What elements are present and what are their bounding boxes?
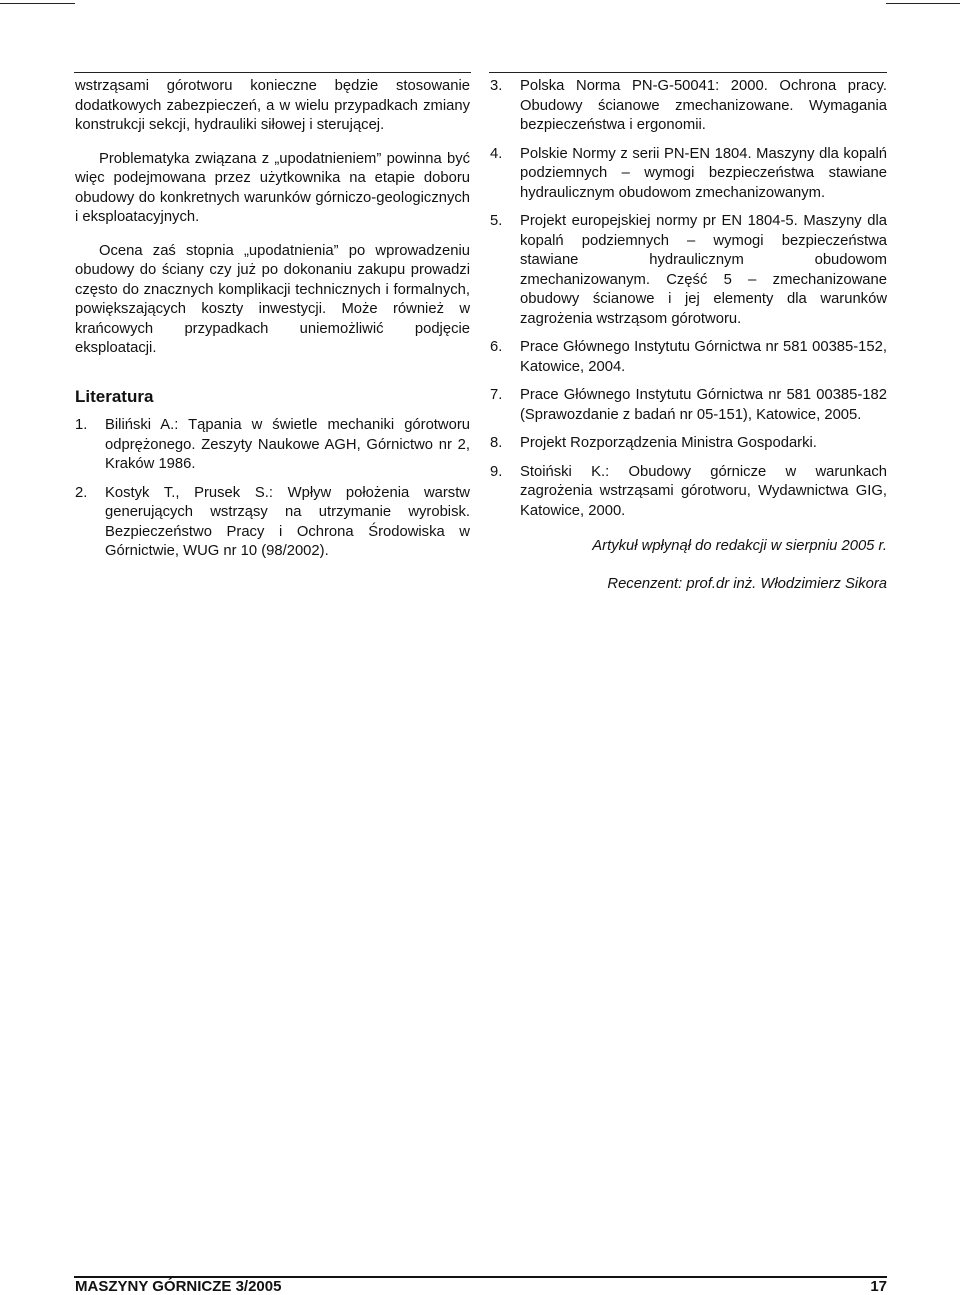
right-column — [490, 77, 887, 594]
reference-number: 1. — [75, 417, 88, 433]
reference-item — [490, 434, 887, 454]
reference-text: Biliński A.: Tąpania w świetle mechaniki górotworu odprężonego. Zeszyty Naukowe AGH, Górnictwo nr 2, Kraków 1986. — [105, 417, 470, 472]
reference-number: 7. — [490, 387, 503, 403]
paragraph-ocena: Ocena zaś stopnia „upodatnienia” po wprowadzeniu obudowy do ściany czy już po dokonaniu zakupu prowadzi często do znacznych komplikacji technicznych i formalnych, powiększających koszty inwestycji. Może również w krańcowych przypadkach uniemożliwić podjęcie eksploatacji. — [75, 242, 470, 356]
reference-number: 5. — [490, 213, 503, 229]
reference-item — [75, 484, 470, 562]
reference-item — [490, 338, 887, 377]
reference-number: 3. — [490, 78, 503, 94]
reference-text: Projekt europejskiej normy pr EN 1804-5. Maszyny dla kopalń podziemnych – wymogi bezpieczeństwa stawiane hydraulicznym obudowom zmechanizowanym. Część 5 – zmechanizowane obudowy ścianowe i jej elementy dla warunków zagrożenia wstrząsom górotworu. — [520, 213, 887, 327]
reference-text: Prace Głównego Instytutu Górnictwa nr 581 00385-182 (Sprawozdanie z badań nr 05-151), Katowice, 2005. — [520, 387, 887, 423]
reference-item — [490, 463, 887, 522]
paragraph-problematyka: Problematyka związana z „upodatnieniem” powinna być więc podejmowana przez użytkownika na etapie doboru obudowy do konkretnych warunków górniczo-geologicznych i eksploatacyjnych. — [75, 150, 470, 225]
reference-number: 8. — [490, 435, 503, 451]
reference-text: Polska Norma PN-G-50041: 2000. Ochrona pracy. Obudowy ścianowe zmechanizowane. Wymagania bezpieczeństwa i ergonomii. — [520, 78, 887, 133]
left-column — [75, 77, 470, 571]
reference-text: Projekt Rozporządzenia Ministra Gospodarki. — [520, 435, 817, 451]
reference-text: Polskie Normy z serii PN-EN 1804. Maszyny dla kopalń podziemnych – wymogi bezpieczeństwa stawiane hydraulicznym obudowom zmechanizowanym. — [520, 145, 887, 201]
reference-item — [490, 212, 887, 329]
reference-item — [490, 386, 887, 425]
reference-item — [75, 416, 470, 475]
reference-number: 2. — [75, 484, 88, 501]
left-column-top-rule — [74, 72, 471, 73]
received-note: Artykuł wpłynął do redakcji w sierpniu 2005 r. — [592, 538, 887, 554]
reference-text: Stoiński K.: Obudowy górnicze w warunkach zagrożenia wstrząsami górotworu, Wydawnictwa GIG, Katowice, 2000. — [520, 463, 887, 519]
reviewer-note: Recenzent: prof.dr inż. Włodzimierz Sikora — [607, 575, 887, 592]
crop-mark-left — [0, 3, 75, 4]
footer-page-number: 17 — [870, 1278, 887, 1295]
reference-item — [490, 77, 887, 136]
reference-text: Kostyk T., Prusek S.: Wpływ położenia warstw generujących wstrząsy na utrzymanie wyrobisk. Bezpieczeństwo Pracy i Ochrona Środowiska w Górnictwie, WUG nr 10 (98/2002). — [105, 484, 470, 559]
reference-number: 6. — [490, 339, 503, 355]
paragraph-continuation: wstrząsami górotworu konieczne będzie stosowanie dodatkowych zabezpieczeń, a w wielu przypadkach zmiany konstrukcji sekcji, hydrauliki siłowej i sterującej. — [75, 78, 470, 133]
reference-number: 9. — [490, 463, 503, 480]
reference-item — [490, 145, 887, 204]
reference-text: Prace Głównego Instytutu Górnictwa nr 581 00385-152, Katowice, 2004. — [520, 339, 887, 375]
literature-heading: Literatura — [75, 386, 154, 406]
crop-mark-right — [886, 3, 960, 4]
footer-journal-title: MASZYNY GÓRNICZE 3/2005 — [75, 1278, 282, 1295]
right-column-top-rule — [489, 72, 887, 73]
reference-number: 4. — [490, 145, 503, 162]
